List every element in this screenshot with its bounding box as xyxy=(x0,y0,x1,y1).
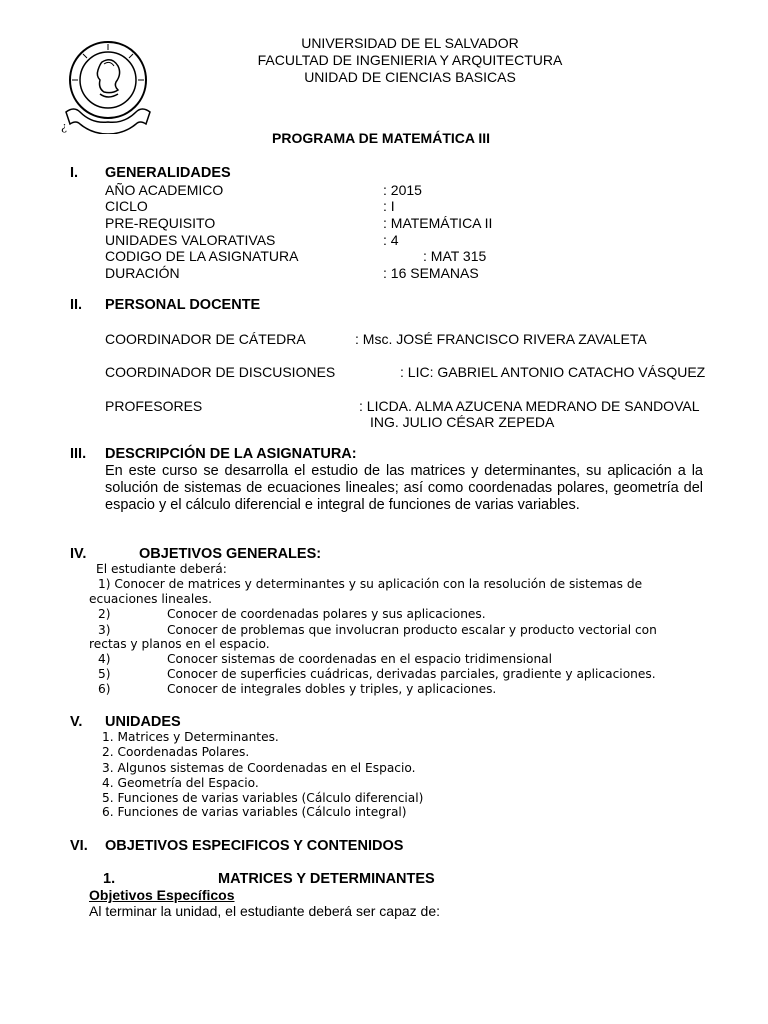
field-value: : MAT 315 xyxy=(423,248,487,264)
field-label: UNIDADES VALORATIVAS xyxy=(105,232,276,248)
field-value: : 16 SEMANAS xyxy=(383,265,479,281)
objective-item: Conocer sistemas de coordenadas en el espacio tridimensional xyxy=(167,652,553,666)
objective-number: 4) xyxy=(98,652,111,666)
unit-list-item: 6. Funciones de varias variables (Cálculo integral) xyxy=(102,805,407,819)
section-number: I. xyxy=(70,165,79,181)
unit-lead-text: Al terminar la unidad, el estudiante deberá ser capaz de: xyxy=(89,903,440,919)
objective-number: 6) xyxy=(98,682,111,696)
field-value: : LICDA. ALMA AZUCENA MEDRANO DE SANDOVAL xyxy=(359,398,700,414)
field-value: : 4 xyxy=(383,232,399,248)
section-number: VI. xyxy=(70,838,88,854)
unit-list-item: 2. Coordenadas Polares. xyxy=(102,745,250,759)
header-unit: UNIDAD DE CIENCIAS BASICAS xyxy=(304,69,516,85)
field-label: AÑO ACADEMICO xyxy=(105,182,224,198)
objectives-intro: El estudiante deberá: xyxy=(96,562,227,576)
document-title: PROGRAMA DE MATEMÁTICA III xyxy=(272,130,491,146)
field-label: CODIGO DE LA ASIGNATURA xyxy=(105,248,299,264)
unit-heading-number: 1. xyxy=(103,871,116,887)
university-seal-logo xyxy=(58,34,158,134)
unit-heading-title: MATRICES Y DETERMINANTES xyxy=(218,871,435,887)
unit-list-item: 4. Geometría del Espacio. xyxy=(102,776,259,790)
field-label: PROFESORES xyxy=(105,398,203,414)
section-title-objetivos-generales: OBJETIVOS GENERALES: xyxy=(139,546,322,562)
field-value: : MATEMÁTICA II xyxy=(383,215,493,231)
objective-item: Conocer de coordenadas polares y sus aplicaciones. xyxy=(167,607,486,621)
unit-list-item: 3. Algunos sistemas de Coordenadas en el Espacio. xyxy=(102,761,416,775)
field-value: : 2015 xyxy=(383,182,422,198)
section-title-personal-docente: PERSONAL DOCENTE xyxy=(105,297,261,313)
section-title-unidades: UNIDADES xyxy=(105,714,181,730)
section-title-generalidades: GENERALIDADES xyxy=(105,165,231,181)
section-number: III. xyxy=(70,446,87,462)
section-number: V. xyxy=(70,714,83,730)
section-title-objetivos-especificos: OBJETIVOS ESPECIFICOS Y CONTENIDOS xyxy=(105,838,404,854)
unit-list-item: 1. Matrices y Determinantes. xyxy=(102,730,279,744)
svg-text:¿: ¿ xyxy=(61,120,67,133)
objective-item: Conocer de integrales dobles y triples, y aplicaciones. xyxy=(167,682,497,696)
objective-item: 1) Conocer de matrices y determinantes y su aplicación con la resolución de sistemas de xyxy=(98,577,643,591)
section-number: IV. xyxy=(70,546,87,562)
field-value: : Msc. JOSÉ FRANCISCO RIVERA ZAVALETA xyxy=(355,331,647,347)
unit-list-item: 5. Funciones de varias variables (Cálculo diferencial) xyxy=(102,791,424,805)
objective-number: 2) xyxy=(98,607,111,621)
field-value: : I xyxy=(383,198,395,214)
subheading-objetivos-especificos: Objetivos Específicos xyxy=(89,887,235,903)
field-label: COORDINADOR DE DISCUSIONES xyxy=(105,364,336,380)
field-label: PRE-REQUISITO xyxy=(105,215,216,231)
objective-item: Conocer de superficies cuádricas, derivadas parciales, gradiente y aplicaciones. xyxy=(167,667,656,681)
objective-item: Conocer de problemas que involucran producto escalar y producto vectorial con xyxy=(167,623,657,637)
section-title-descripcion: DESCRIPCIÓN DE LA ASIGNATURA: xyxy=(105,446,357,462)
header-university: UNIVERSIDAD DE EL SALVADOR xyxy=(301,35,519,51)
field-value: ING. JULIO CÉSAR ZEPEDA xyxy=(370,414,555,430)
field-value: : LIC: GABRIEL ANTONIO CATACHO VÁSQUEZ xyxy=(400,364,706,380)
objective-number: 5) xyxy=(98,667,111,681)
field-label: CICLO xyxy=(105,198,148,214)
objective-number: 3) xyxy=(98,623,111,637)
section-number: II. xyxy=(70,297,83,313)
field-label: DURACIÓN xyxy=(105,265,180,281)
objective-item-continuation: ecuaciones lineales. xyxy=(89,592,212,606)
objective-item-continuation: rectas y planos en el espacio. xyxy=(89,637,270,651)
header-faculty: FACULTAD DE INGENIERIA Y ARQUITECTURA xyxy=(257,52,563,68)
description-paragraph: En este curso se desarrolla el estudio de las matrices y determinantes, su aplicación a la solución de sistemas de ecuaciones lineales; así como coordenadas polares, geometría del espacio y el cálculo diferencial e integral de funciones de varias variables. xyxy=(105,463,703,513)
field-label: COORDINADOR DE CÁTEDRA xyxy=(105,331,306,347)
